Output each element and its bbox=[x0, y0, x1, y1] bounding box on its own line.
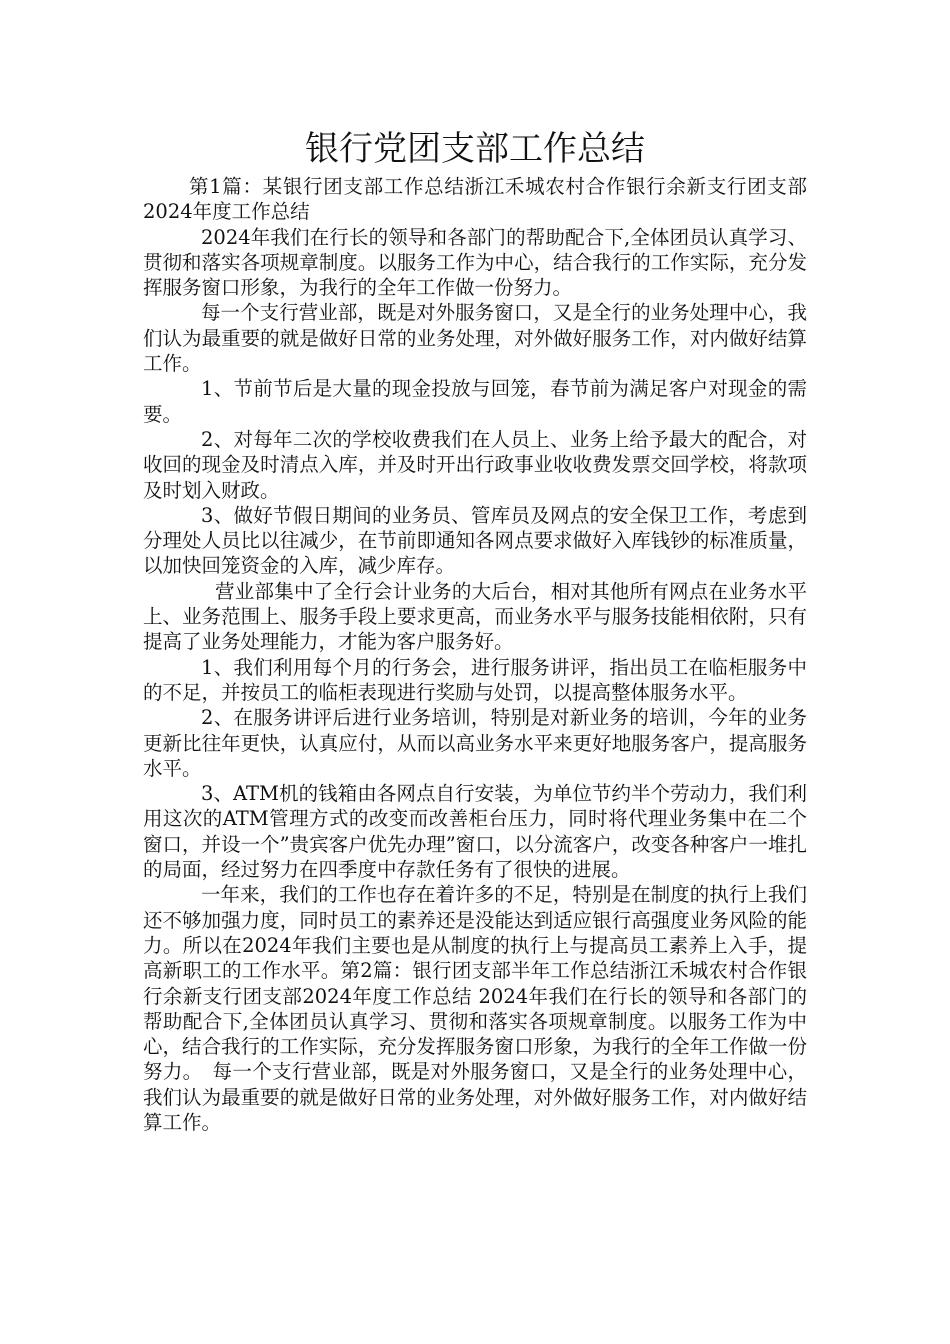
paragraph-school-fees-item-2: 2、对每年二次的学校收费我们在人员上、业务上给予最大的配合，对收回的现金及时清点入库，并及时开出行政事业收收费发票交回学校，将款项及时划入财政。 bbox=[143, 427, 807, 502]
paragraph-business-department: 营业部集中了全行会计业务的大后台，相对其他所有网点在业务水平上、业务范围上、服务手段上要求更高，而业务水平与服务技能相依附，只有提高了业务处理能力，才能为客户服务好。 bbox=[143, 579, 807, 654]
paragraph-intro: 2024年我们在行长的领导和各部门的帮助配合下,全体团员认真学习、贯彻和落实各项规章制度。以服务工作为中心，结合我行的工作实际，充分发挥服务窗口形象，为我行的全年工作做一份努力。 bbox=[143, 225, 807, 300]
document-body bbox=[143, 174, 807, 1135]
paragraph-atm-item-3: 3、ATM机的钱箱由各网点自行安装，为单位节约半个劳动力，我们利用这次的ATM管理方式的改变而改善柜台压力，同时将代理业务集中在二个窗口，并设一个”贵宾客户优先办理”窗口，以分流客户，改变各种客户一堆扎的局面，经过努力在四季度中存款任务有了很快的进展。 bbox=[143, 782, 807, 882]
paragraph-cash-item-1: 1、节前节后是大量的现金投放与回笼，春节前为满足客户对现金的需要。 bbox=[143, 377, 807, 426]
paragraph-security-item-3: 3、做好节假日期间的业务员、管库员及网点的安全保卫工作，考虑到分理处人员比以往减少，在节前即通知各网点要求做好入库钱钞的标准质量，以加快回笼资金的入库，减少库存。 bbox=[143, 503, 807, 578]
paragraph-business-center: 每一个支行营业部，既是对外服务窗口，又是全行的业务处理中心，我们认为最重要的就是做好日常的业务处理，对外做好服务工作，对内做好结算工作。 bbox=[143, 301, 807, 376]
document-title: 银行党团支部工作总结 bbox=[305, 129, 645, 169]
paragraph-service-review-item-1: 1、我们利用每个月的行务会，进行服务讲评，指出员工在临柜服务中的不足，并按员工的临柜表现进行奖励与处罚，以提高整体服务水平。 bbox=[143, 655, 807, 704]
paragraph-summary-and-article-2: 一年来，我们的工作也存在着许多的不足，特别是在制度的执行上我们还不够加强力度，同时员工的素养还是没能达到适应银行高强度业务风险的能力。所以在2024年我们主要也是从制度的执行上与提高员工素养上入手，提高新职工的工作水平。第2篇：银行团支部半年工作总结浙江禾城农村合作银行余新支行团支部2024年度工作总结 2024年我们在行长的领导和各部门的帮助配合下,全体团员认真学习、贯彻和落实各项规章制度。以服务工作为中心，结合我行的工作实际，充分发挥服务窗口形象，为我行的全年工作做一份努力。 每一个支行营业部，既是对外服务窗口，又是全行的业务处理中心，我们认为最重要的就是做好日常的业务处理，对外做好服务工作，对内做好结算工作。 bbox=[143, 883, 807, 1134]
paragraph-article-1-heading: 第1篇：某银行团支部工作总结浙江禾城农村合作银行余新支行团支部2024年度工作总结 bbox=[143, 175, 807, 224]
paragraph-training-item-2: 2、在服务讲评后进行业务培训，特别是对新业务的培训，今年的业务更新比往年更快，认真应付，从而以高业务水平来更好地服务客户，提高服务水平。 bbox=[143, 706, 807, 780]
